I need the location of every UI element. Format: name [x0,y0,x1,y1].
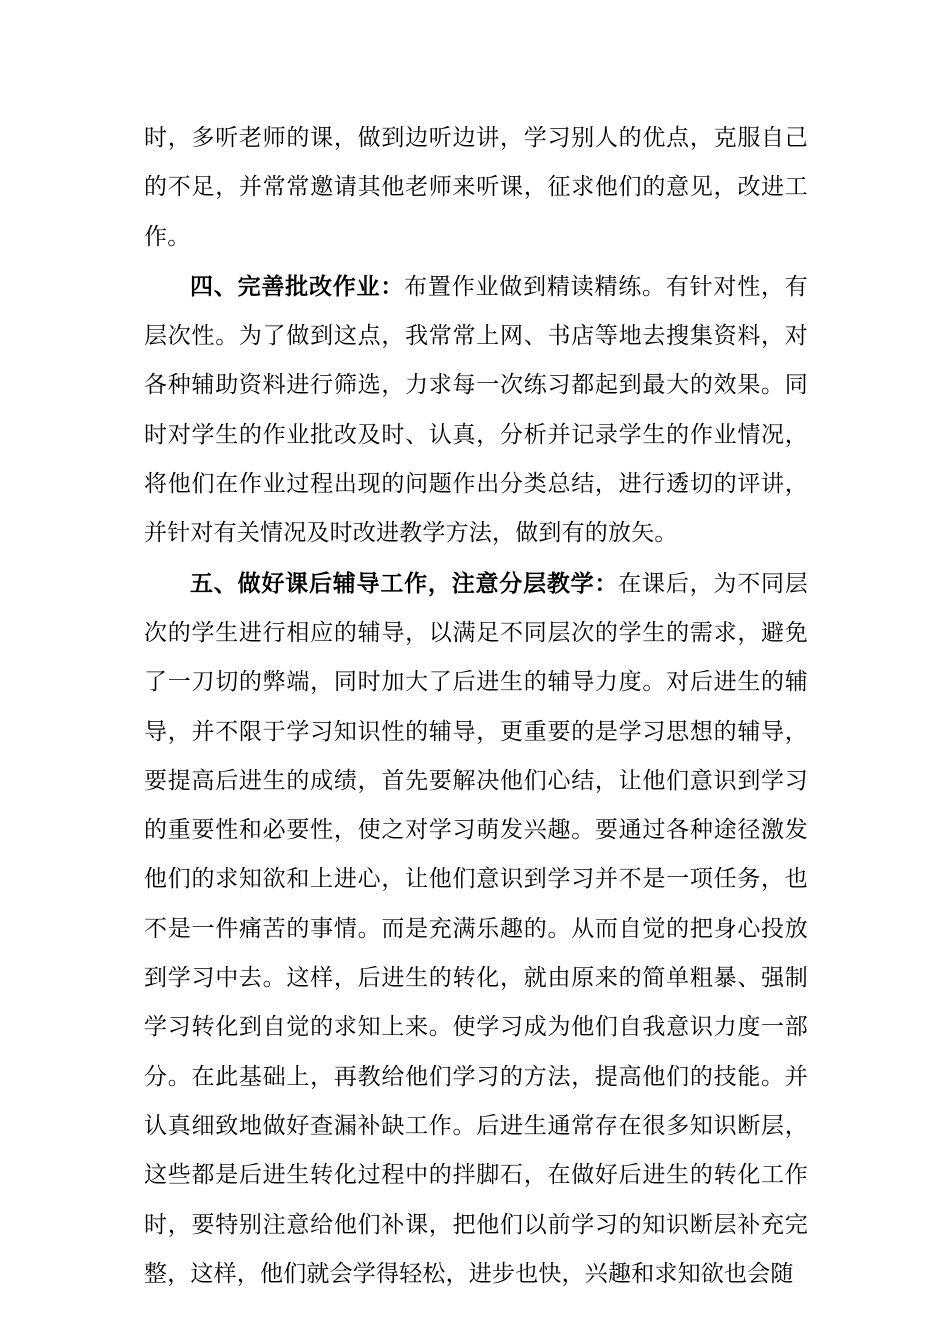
paragraph-continuation [144,114,808,262]
section-heading-four: 四、完善批改作业： [190,272,405,300]
document-body [144,114,808,1299]
paragraph-homework-correction [144,262,808,559]
paragraph-body: 在课后，为不同层次的学生进行相应的辅导，以满足不同层次的学生的需求，避免了一刀切的弊端，同时加大了后进生的辅导力度。对后进生的辅导，并不限于学习知识性的辅导，更重要的是学习思想的辅导，要提高后进生的成绩，首先要解决他们心结，让他们意识到学习的重要性和必要性，使之对学习萌发兴趣。要通过各种途径激发他们的求知欲和上进心，让他们意识到学习并不是一项任务，也不是一件痛苦的事情。而是充满乐趣的。从而自觉的把身心投放到学习中去。这样，后进生的转化，就由原来的简单粗暴、强制学习转化到自觉的求知上来。使学习成为他们自我意识力度一部分。在此基础上，再教给他们学习的方法，提高他们的技能。并认真细致地做好查漏补缺工作。后进生通常存在很多知识断层，这些都是后进生转化过程中的拌脚石，在做好后进生的转化工作时，要特别注意给他们补课，把他们以前学习的知识断层补充完整，这样，他们就会学得轻松，进步也快，兴趣和求知欲也会随 [144,570,808,1287]
paragraph-body: 布置作业做到精读精练。有针对性，有层次性。为了做到这点，我常常上网、书店等地去搜集资料，对各种辅助资料进行筛选，力求每一次练习都起到最大的效果。同时对学生的作业批改及时、认真，分析并记录学生的作业情况，将他们在作业过程出现的问题作出分类总结，进行透切的评讲，并针对有关情况及时改进教学方法，做到有的放矢。 [144,273,808,547]
paragraph-after-class-tutoring [144,559,808,1299]
section-heading-five: 五、做好课后辅导工作，注意分层教学： [190,569,619,597]
paragraph-body: 时，多听老师的课，做到边听边讲，学习别人的优点，克服自己的不足，并常常邀请其他老师来听课，征求他们的意见，改进工作。 [144,125,808,250]
